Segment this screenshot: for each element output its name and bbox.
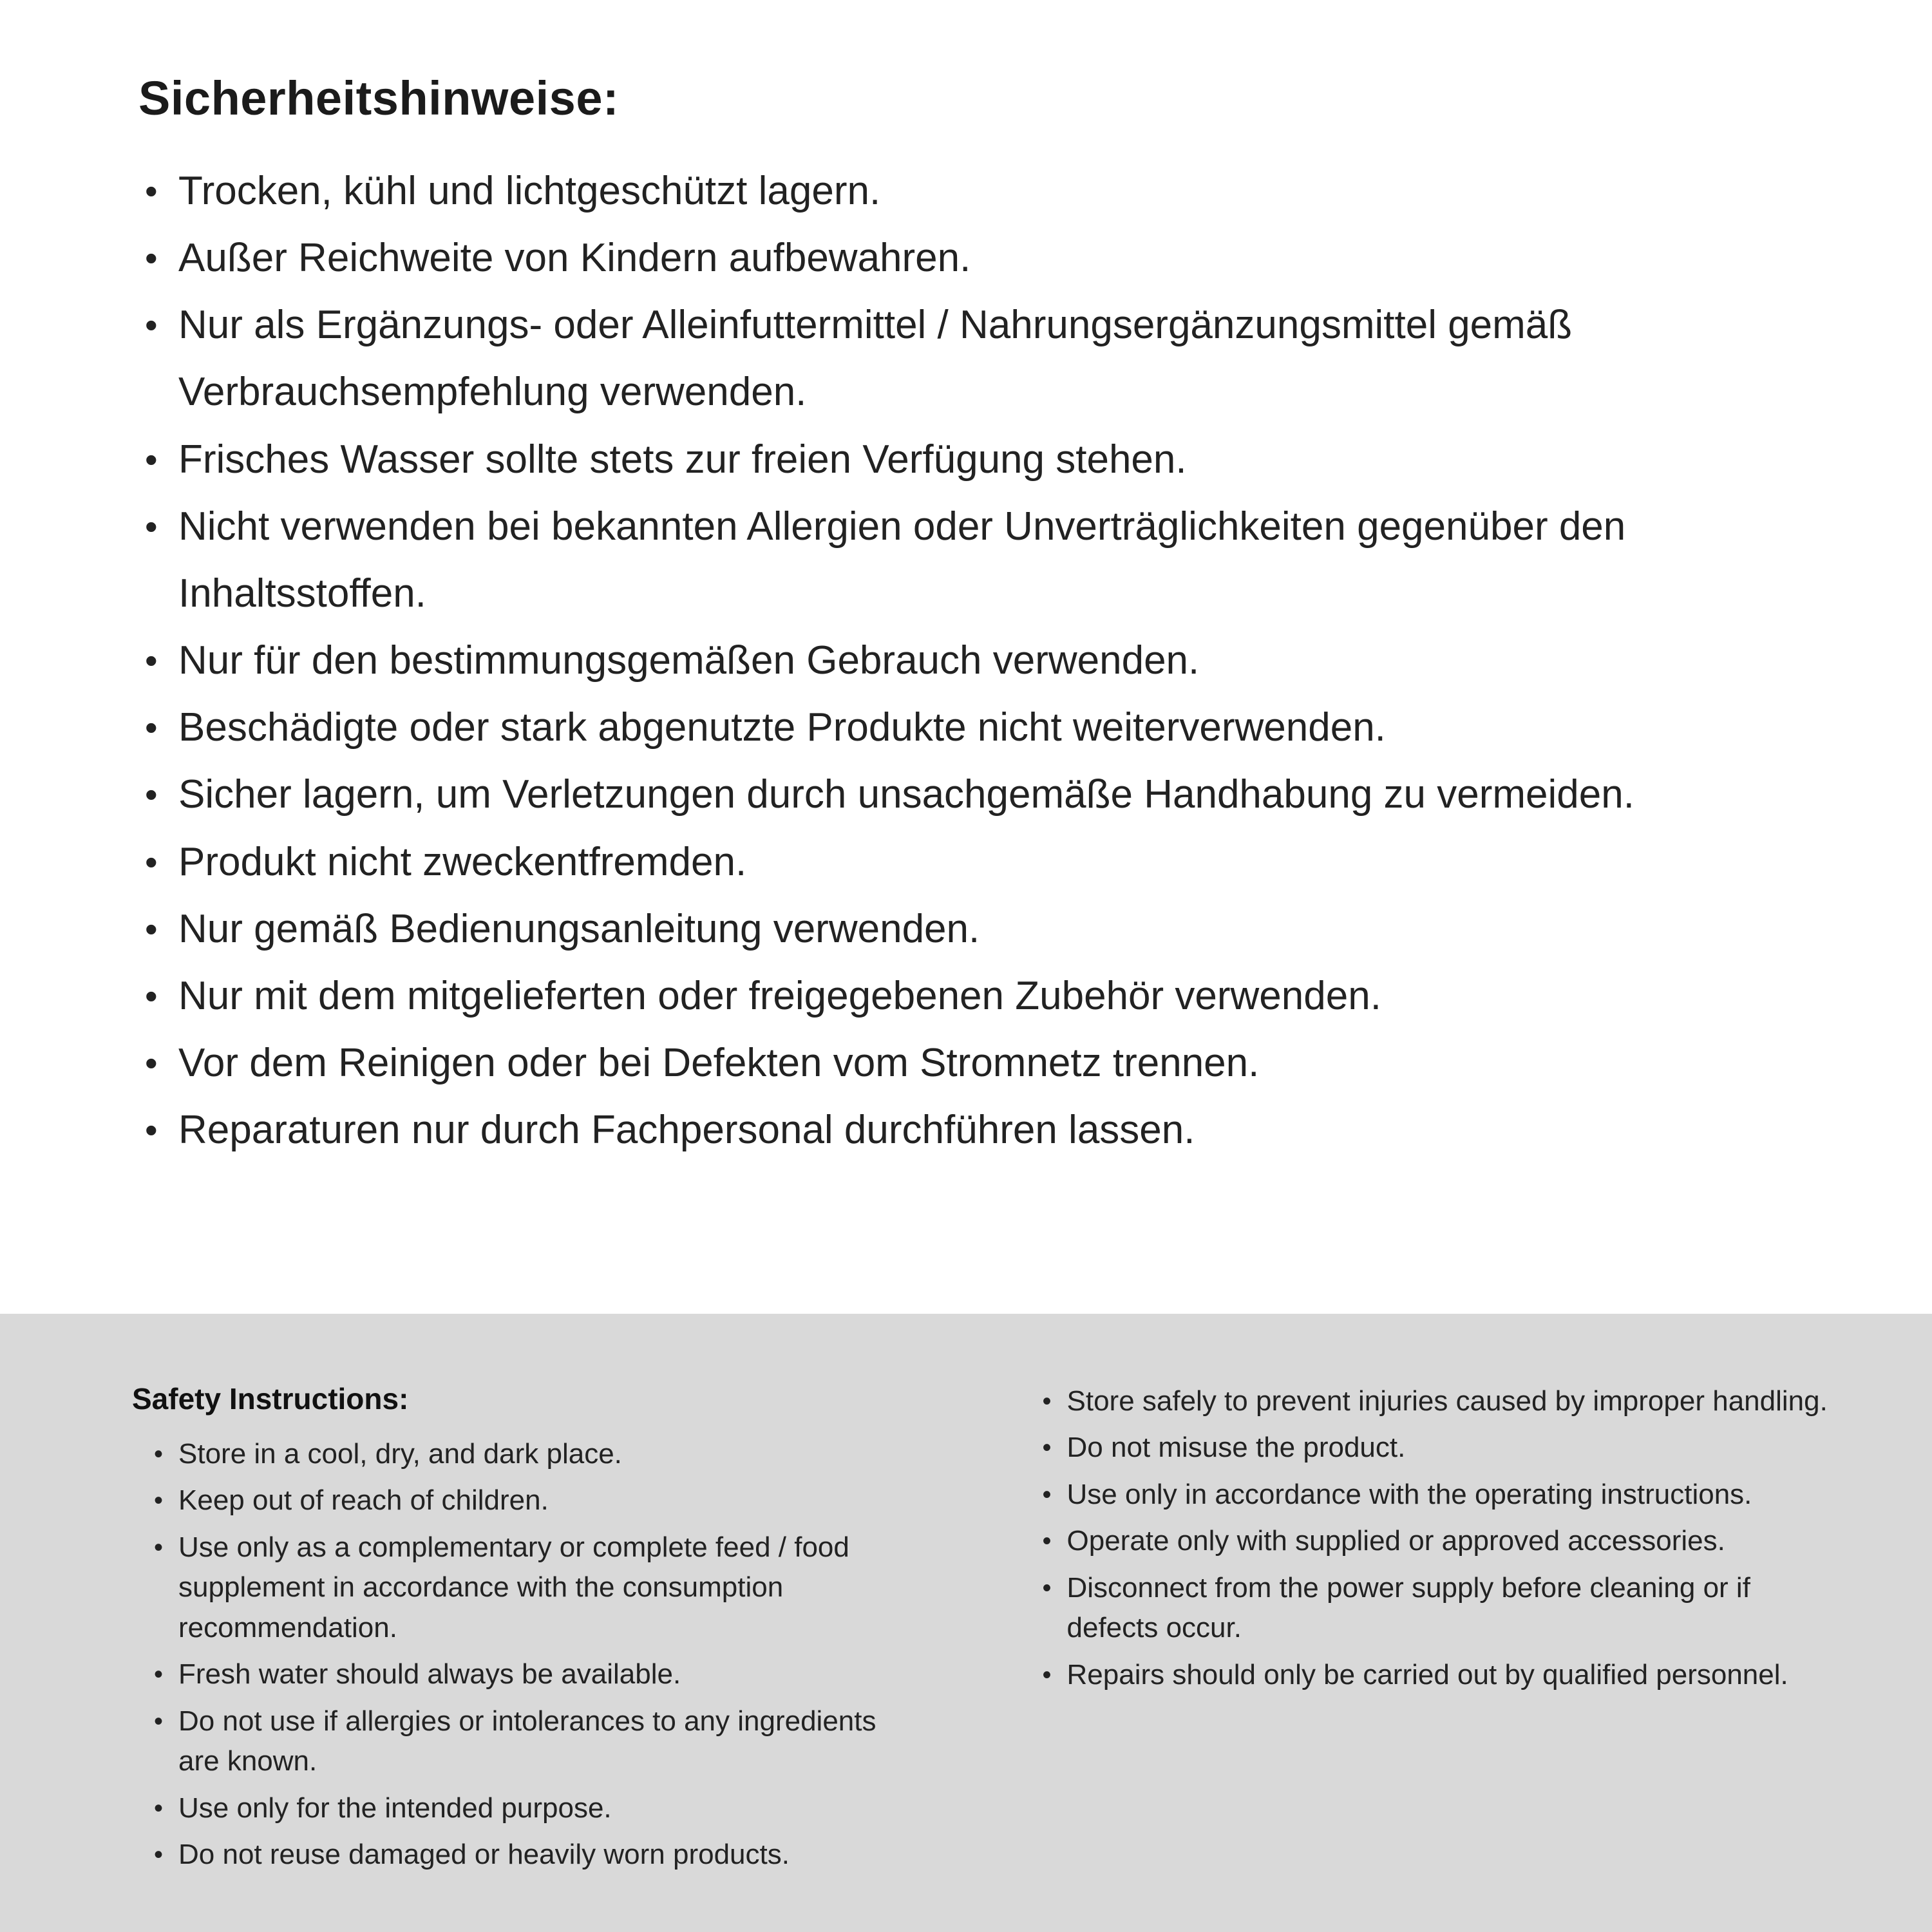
german-safety-list — [138, 158, 1816, 1164]
english-safety-list-left — [132, 1434, 923, 1875]
list-item: • Produkt nicht zweckentfremden. — [138, 829, 1816, 896]
english-left-column — [132, 1381, 923, 1893]
german-section-title: Sicherheitshinweise: — [138, 71, 620, 125]
list-item: • Sicher lagern, um Verletzungen durch unsachgemäße Handhabung zu vermeiden. — [138, 761, 1816, 828]
list-item: • Außer Reichweite von Kindern aufbewahren. — [138, 225, 1816, 292]
list-item: • Trocken, kühl und lichtgeschützt lagern. — [138, 158, 1816, 225]
list-item: • Nur gemäß Bedienungsanleitung verwenden. — [138, 896, 1816, 963]
list-item: • Frisches Wasser sollte stets zur freien Verfügung stehen. — [138, 426, 1816, 493]
english-section-title: Safety Instructions: — [132, 1382, 409, 1416]
list-item: • Reparaturen nur durch Fachpersonal durchführen lassen. — [138, 1097, 1816, 1164]
list-item: • Nur für den bestimmungsgemäßen Gebrauch verwenden. — [138, 627, 1816, 694]
list-item: • Repairs should only be carried out by qualified personnel. — [1039, 1655, 1830, 1695]
list-item: • Store in a cool, dry, and dark place. — [150, 1434, 923, 1474]
list-item: • Nur als Ergänzungs- oder Alleinfuttermittel / Nahrungsergänzungsmittel gemäß Verbrauchsempfehlung verwenden. — [138, 292, 1816, 426]
english-safety-list-right — [1039, 1381, 1830, 1695]
list-item: • Do not reuse damaged or heavily worn products. — [150, 1835, 923, 1875]
list-item: • Use only for the intended purpose. — [150, 1788, 923, 1828]
list-item: • Do not use if allergies or intolerances to any ingredients are known. — [150, 1701, 923, 1782]
list-item: • Vor dem Reinigen oder bei Defekten vom Stromnetz trennen. — [138, 1030, 1816, 1097]
list-item: • Beschädigte oder stark abgenutzte Produkte nicht weiterverwenden. — [138, 694, 1816, 761]
list-item: • Use only as a complementary or complete feed / food supplement in accordance with the consumption recommendation. — [150, 1528, 923, 1648]
english-safety-section — [0, 1314, 1932, 1932]
list-item: • Operate only with supplied or approved accessories. — [1039, 1521, 1830, 1561]
english-right-column — [1039, 1381, 1830, 1893]
list-item: • Fresh water should always be available. — [150, 1654, 923, 1694]
list-item: • Nicht verwenden bei bekannten Allergien oder Unverträglichkeiten gegenüber den Inhaltsstoffen. — [138, 493, 1816, 627]
list-item: • Disconnect from the power supply before cleaning or if defects occur. — [1039, 1568, 1830, 1649]
list-item: • Use only in accordance with the operating instructions. — [1039, 1475, 1830, 1515]
list-item: • Keep out of reach of children. — [150, 1481, 923, 1520]
list-item: • Store safely to prevent injuries caused by improper handling. — [1039, 1381, 1830, 1421]
list-item: • Nur mit dem mitgelieferten oder freigegebenen Zubehör verwenden. — [138, 963, 1816, 1030]
list-item: • Do not misuse the product. — [1039, 1428, 1830, 1468]
